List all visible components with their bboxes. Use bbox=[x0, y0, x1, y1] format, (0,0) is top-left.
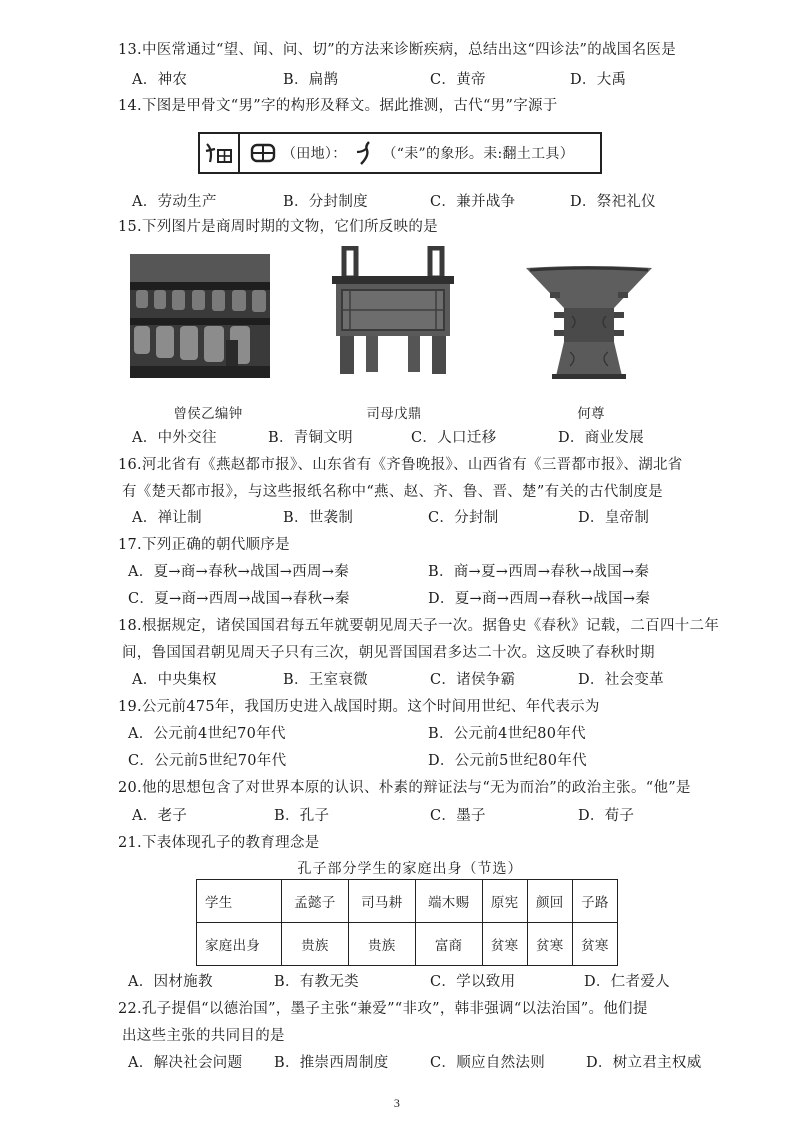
table-row bbox=[197, 923, 618, 966]
q22-option-d: D．树立君主权威 bbox=[586, 1055, 702, 1071]
plow-caption: （“耒”的象形。耒:翻土工具） bbox=[382, 146, 575, 162]
q18-stem-line1: 18.根据规定，诸侯国国君每五年就要朝见周天子一次。据鲁史《春秋》记载，二百四十二年 bbox=[118, 618, 720, 634]
q19-option-d: D．公元前5世纪80年代 bbox=[428, 753, 587, 769]
q14-option-a: A．劳动生产 bbox=[132, 194, 217, 210]
q16-option-b: B．世袭制 bbox=[283, 510, 354, 526]
q21-option-d: D．仁者爱人 bbox=[584, 974, 670, 990]
table-cell: 贵族 bbox=[348, 923, 415, 966]
q20-option-b: B．孔子 bbox=[274, 808, 330, 824]
q14-option-d: D．祭祀礼仪 bbox=[570, 194, 656, 210]
q22-option-c: C．顺应自然法则 bbox=[430, 1055, 545, 1071]
q15-option-d: D．商业发展 bbox=[558, 430, 644, 446]
chime-bells-photo bbox=[130, 254, 270, 378]
table-cell: 贫寒 bbox=[572, 923, 617, 966]
table-cell: 端木赐 bbox=[415, 880, 482, 923]
q13-option-c: C．黄帝 bbox=[430, 72, 486, 88]
oracle-bone-figure bbox=[198, 132, 602, 174]
q17-option-b: B．商→夏→西周→春秋→战国→秦 bbox=[428, 564, 650, 580]
q20-option-a: A．老子 bbox=[132, 808, 188, 824]
q21-option-a: A．因材施教 bbox=[128, 974, 213, 990]
q21-option-b: B．有教无类 bbox=[274, 974, 359, 990]
ding-caption: 司母戊鼎 bbox=[366, 406, 422, 422]
q16-option-d: D．皇帝制 bbox=[578, 510, 650, 526]
q19-stem: 19.公元前475年，我国历史进入战国时期。这个时间用世纪、年代表示为 bbox=[118, 699, 600, 715]
q21-stem: 21.下表体现孔子的教育理念是 bbox=[118, 835, 320, 851]
q22-option-a: A．解决社会问题 bbox=[128, 1055, 243, 1071]
q14-option-b: B．分封制度 bbox=[283, 194, 368, 210]
students-table bbox=[196, 879, 618, 966]
q15-option-a: A．中外交往 bbox=[132, 430, 217, 446]
q14-option-c: C．兼并战争 bbox=[430, 194, 516, 210]
page-number: 3 bbox=[393, 1096, 401, 1110]
he-zun-caption: 何尊 bbox=[577, 406, 605, 422]
table-cell: 富商 bbox=[415, 923, 482, 966]
q16-stem-line2: 有《楚天都市报》，与这些报纸名称中“燕、赵、齐、鲁、晋、楚”有关的古代制度是 bbox=[122, 484, 663, 500]
table-cell: 贫寒 bbox=[527, 923, 572, 966]
q16-option-a: A．禅让制 bbox=[132, 510, 202, 526]
q19-option-a: A．公元前4世纪70年代 bbox=[128, 726, 286, 742]
q15-option-b: B．青铜文明 bbox=[268, 430, 353, 446]
table-row bbox=[197, 880, 618, 923]
q22-stem-line2: 出这些主张的共同目的是 bbox=[122, 1028, 285, 1044]
q20-option-d: D．荀子 bbox=[578, 808, 635, 824]
table-row-header: 家庭出身 bbox=[197, 923, 282, 966]
table-cell: 司马耕 bbox=[348, 880, 415, 923]
he-zun-photo bbox=[520, 264, 658, 380]
q22-option-b: B．推崇西周制度 bbox=[274, 1055, 389, 1071]
q14-stem: 14.下图是甲骨文“男”字的构形及释文。据此推测，古代“男”字源于 bbox=[118, 98, 558, 114]
plow-glyph-icon bbox=[353, 140, 377, 166]
oracle-nan-glyph bbox=[200, 134, 240, 172]
table-cell: 孟懿子 bbox=[282, 880, 349, 923]
q17-stem: 17.下列正确的朝代顺序是 bbox=[118, 537, 290, 553]
q15-option-c: C．人口迁移 bbox=[411, 430, 497, 446]
q21-option-c: C．学以致用 bbox=[430, 974, 516, 990]
q13-option-a: A．神农 bbox=[132, 72, 188, 88]
q18-option-a: A．中央集权 bbox=[132, 672, 217, 688]
q16-option-c: C．分封制 bbox=[428, 510, 499, 526]
q17-option-c: C．夏→商→西周→战国→春秋→秦 bbox=[128, 591, 350, 607]
q18-option-b: B．王室衰微 bbox=[283, 672, 368, 688]
table-cell: 颜回 bbox=[527, 880, 572, 923]
q22-stem-line1: 22.孔子提倡“以德治国”，墨子主张“兼爱”“非攻”，韩非强调“以法治国”。他们提 bbox=[118, 1001, 648, 1017]
simuwu-ding-photo bbox=[326, 246, 460, 380]
q19-option-b: B．公元前4世纪80年代 bbox=[428, 726, 586, 742]
q19-option-c: C．公元前5世纪70年代 bbox=[128, 753, 287, 769]
table-cell: 子路 bbox=[572, 880, 617, 923]
table-row-header: 学生 bbox=[197, 880, 282, 923]
chime-bells-caption: 曾侯乙编钟 bbox=[173, 406, 243, 422]
q18-option-d: D．社会变革 bbox=[578, 672, 664, 688]
students-table-title: 孔子部分学生的家庭出身（节选） bbox=[297, 861, 523, 877]
q17-option-a: A．夏→商→春秋→战国→西周→秦 bbox=[128, 564, 350, 580]
q13-stem: 13.中医常通过“望、闻、问、切”的方法来诊断疾病，总结出这“四诊法”的战国名医是 bbox=[118, 42, 677, 58]
field-glyph-icon bbox=[250, 143, 276, 163]
q17-option-d: D．夏→商→西周→春秋→战国→秦 bbox=[428, 591, 651, 607]
q18-stem-line2: 间，鲁国国君朝见周天子只有三次，朝见晋国国君多达二十次。这反映了春秋时期 bbox=[122, 645, 655, 661]
q20-option-c: C．墨子 bbox=[430, 808, 486, 824]
q20-stem: 20.他的思想包含了对世界本原的认识、朴素的辩证法与“无为而治”的政治主张。“他”是 bbox=[118, 780, 691, 796]
q18-option-c: C．诸侯争霸 bbox=[430, 672, 516, 688]
field-caption: （田地）： bbox=[282, 146, 347, 162]
table-cell: 贵族 bbox=[282, 923, 349, 966]
table-cell: 贫寒 bbox=[482, 923, 527, 966]
q15-stem: 15.下列图片是商周时期的文物，它们所反映的是 bbox=[118, 219, 438, 235]
q13-option-b: B．扁鹊 bbox=[283, 72, 339, 88]
q13-option-d: D．大禹 bbox=[570, 72, 627, 88]
q16-stem-line1: 16.河北省有《燕赵都市报》、山东省有《齐鲁晚报》、山西省有《三晋都市报》、湖北省 bbox=[118, 457, 683, 473]
table-cell: 原宪 bbox=[482, 880, 527, 923]
